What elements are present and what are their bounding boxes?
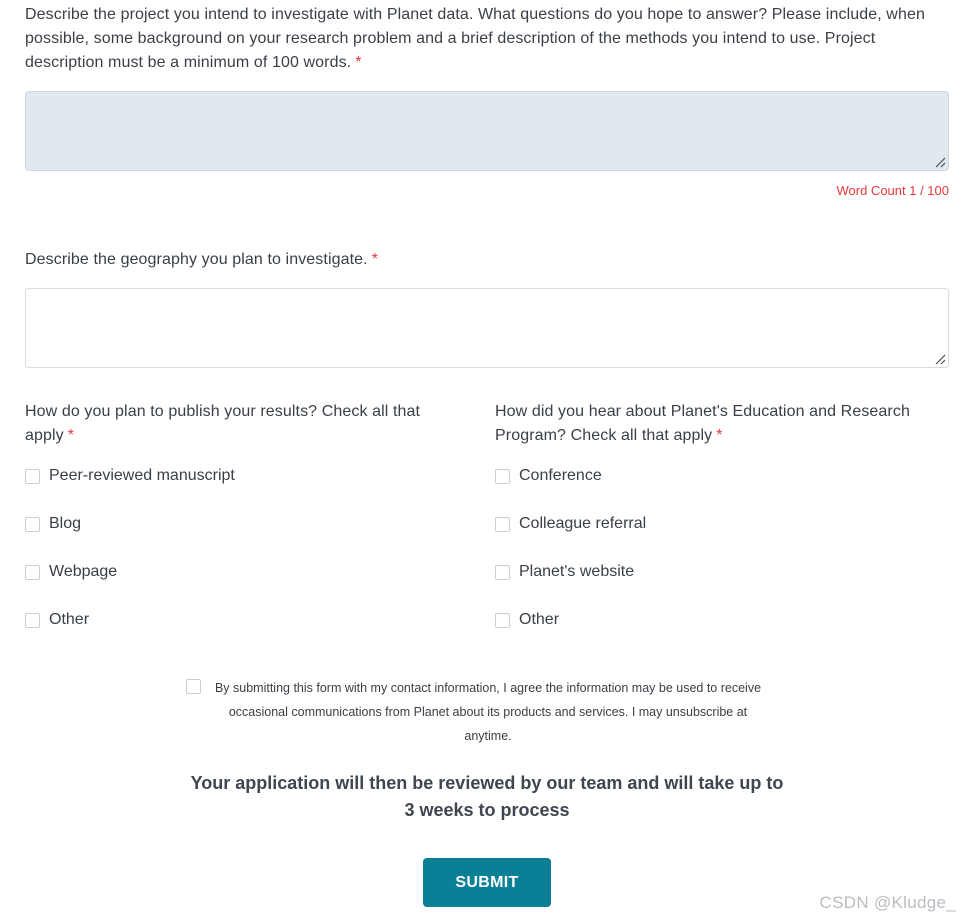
checkbox[interactable] (25, 517, 40, 532)
publish-option-other[interactable]: Other (25, 609, 89, 631)
publish-option-blog[interactable]: Blog (25, 513, 81, 535)
consent-text[interactable]: By submitting this form with my contact information, I agree the information may be used to receive occasional communications from Planet about its products and services. I may unsubscribe at anytime. (214, 681, 762, 743)
publish-option-peer-reviewed[interactable]: Peer-reviewed manuscript (25, 465, 235, 487)
checkbox[interactable] (25, 613, 40, 628)
resize-handle-icon[interactable] (934, 156, 946, 168)
required-asterisk: * (716, 427, 723, 444)
heard-option-conference[interactable]: Conference (495, 465, 602, 487)
checkbox[interactable] (25, 565, 40, 580)
project-description-label: Describe the project you intend to investigate with Planet data. What questions do you hope to answer? Please include, when possible, some background on your research problem and a brief description of the methods you intend to use. Project description must be a minimum of 100 words. * (25, 6, 925, 71)
heard-option-other[interactable]: Other (495, 609, 559, 631)
checkbox[interactable] (495, 613, 510, 628)
checkbox[interactable] (25, 469, 40, 484)
review-note: Your application will then be reviewed by our team and will take up to 3 weeks to process (190, 773, 784, 820)
checkbox[interactable] (495, 517, 510, 532)
required-asterisk: * (67, 427, 75, 444)
publish-option-webpage[interactable]: Webpage (25, 561, 117, 583)
checkbox[interactable] (495, 469, 510, 484)
heard-option-colleague-referral[interactable]: Colleague referral (495, 513, 646, 535)
geography-textarea[interactable] (25, 288, 949, 368)
checkbox[interactable] (495, 565, 510, 580)
resize-handle-icon[interactable] (934, 353, 946, 365)
heard-option-planet-website[interactable]: Planet's website (495, 561, 634, 583)
geography-label: Describe the geography you plan to investigate. * (25, 251, 379, 268)
required-asterisk: * (355, 54, 362, 71)
watermark: CSDN @Kludge_ (819, 893, 956, 912)
how-heard-label: How did you hear about Planet's Education and Research Program? Check all that apply * (495, 403, 910, 444)
publish-results-label: How do you plan to publish your results? Check all that apply * (25, 403, 421, 444)
consent-checkbox[interactable] (186, 679, 201, 694)
required-asterisk: * (371, 251, 379, 268)
submit-button[interactable]: SUBMIT (423, 858, 551, 907)
word-count: Word Count 1 / 100 (836, 183, 949, 198)
project-description-textarea[interactable] (25, 91, 949, 171)
